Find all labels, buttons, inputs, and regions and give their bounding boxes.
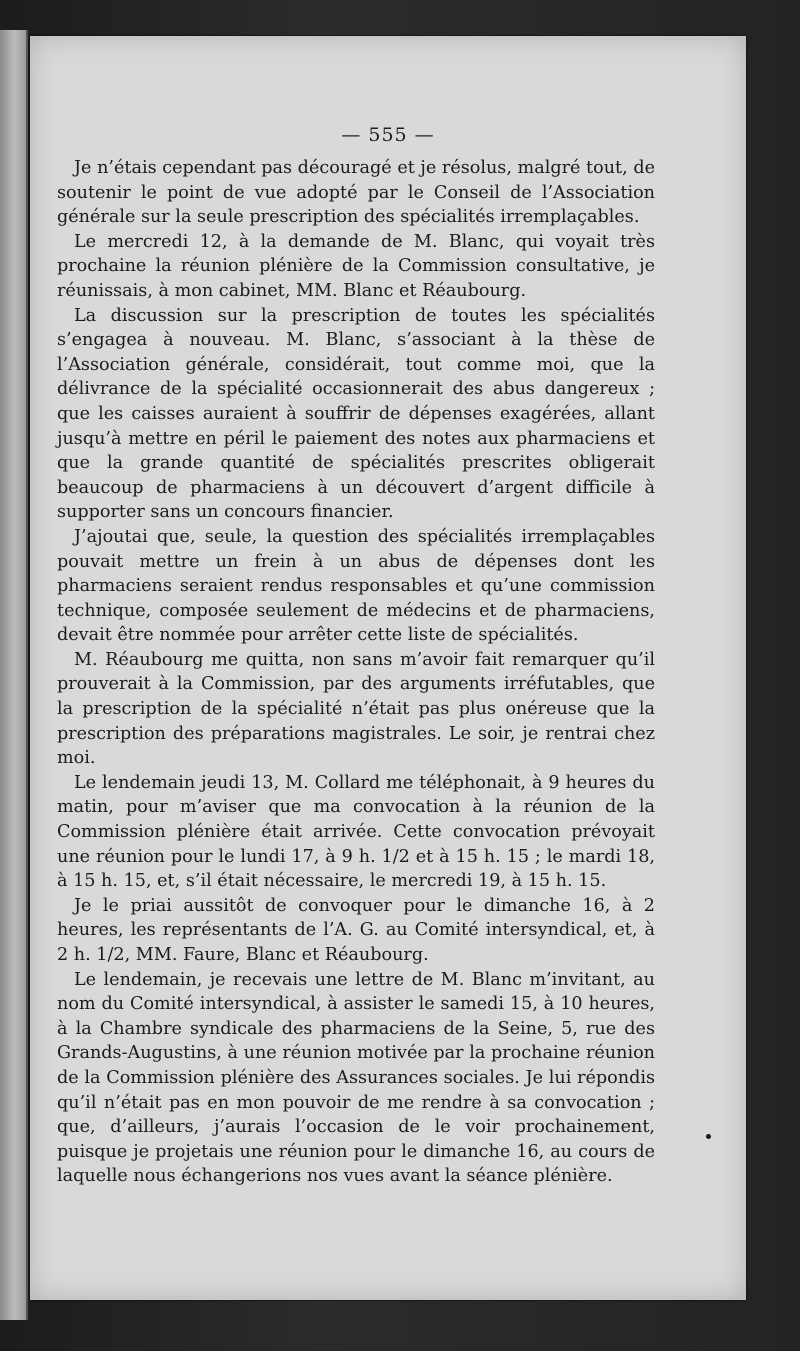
document-page: [30, 36, 746, 1300]
ink-speck: [706, 1134, 711, 1139]
page-number: — 555 —: [341, 124, 435, 146]
adjacent-page-edge: [0, 30, 28, 1320]
paragraph-3: La discussion sur la prescription de toutes les spécialités s’engagea à nouveau. M. Blanc, s’associant à la thèse de l’Association générale, considérait, tout comme moi, que la délivrance de la spécialité occasionnerait des abus dangereux ; que les caisses auraient à souffrir de dépenses exagérées, allant jusqu’à mettre en péril le paiement des notes aux pharmaciens et que la grande quantité de spécialités prescrites obligerait beaucoup de pharmaciens à un découvert d’argent difficile à supporter sans un concours financier.: [57, 305, 655, 523]
paragraph-6: Le lendemain jeudi 13, M. Collard me téléphonait, à 9 heures du matin, pour m’aviser que ma convocation à la réunion de la Commission plénière était arrivée. Cette convocation prévoyait une réunion pour le lundi 17, à 9 h. 1/2 et à 15 h. 15 ; le mardi 18, à 15 h. 15, et, s’il était nécessaire, le mercredi 19, à 15 h. 15.: [57, 772, 655, 892]
body-text: [57, 156, 655, 1189]
paragraph-8: Le lendemain, je recevais une lettre de M. Blanc m’invitant, au nom du Comité intersyndical, à assister le samedi 15, à 10 heures, à la Chambre syndicale des pharmaciens de la Seine, 5, rue des Grands-Augustins, à une réunion motivée par la prochaine réunion de la Commission plénière des Assurances sociales. Je lui répondis qu’il n’était pas en mon pouvoir de me rendre à sa convocation ; que, d’ailleurs, j’aurais l’occasion de le voir prochainement, puisque je projetais une réunion pour le dimanche 16, au cours de laquelle nous échangerions nos vues avant la séance plénière.: [57, 969, 655, 1187]
paragraph-4: J’ajoutai que, seule, la question des spécialités irremplaçables pouvait mettre un frein à un abus de dépenses dont les pharmaciens seraient rendus responsables et qu’une commission technique, composée seulement de médecins et de pharmaciens, devait être nommée pour arrêter cette liste de spécialités.: [57, 526, 655, 646]
paragraph-5: M. Réaubourg me quitta, non sans m’avoir fait remarquer qu’il prouverait à la Commission, par des arguments irréfutables, que la prescription de la spécialité n’était pas plus onéreuse que la prescription des préparations magistrales. Le soir, je rentrai chez moi.: [57, 649, 655, 769]
paragraph-1: Je n’étais cependant pas découragé et je résolus, malgré tout, de soutenir le point de vue adopté par le Conseil de l’Association générale sur la seule prescription des spécialités irremplaçables.: [57, 158, 655, 228]
paragraph-2: Le mercredi 12, à la demande de M. Blanc, qui voyait très prochaine la réunion plénière de la Commission consultative, je réunissais, à mon cabinet, MM. Blanc et Réaubourg.: [57, 231, 655, 301]
paragraph-7: Je le priai aussitôt de convoquer pour le dimanche 16, à 2 heures, les représentants de l’A. G. au Comité intersyndical, et, à 2 h. 1/2, MM. Faure, Blanc et Réaubourg.: [57, 895, 655, 965]
